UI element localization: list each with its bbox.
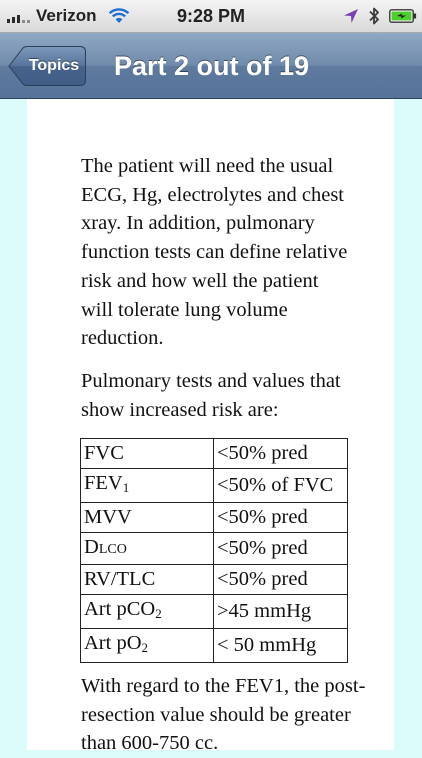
battery-charging-icon <box>389 9 417 23</box>
test-value-cell: <50% pred <box>214 533 348 565</box>
test-value-cell: <50% pred <box>214 503 348 533</box>
status-bar <box>0 0 422 33</box>
page-title: Part 2 out of 19 <box>114 51 310 81</box>
test-name-cell: Art $pO_2$ <box>81 629 214 663</box>
test-value-cell: <50% of FVC <box>214 469 348 503</box>
test-value-cell: <50% pred <box>214 439 348 469</box>
test-name-cell: MVV <box>81 503 214 533</box>
table-row <box>81 439 348 469</box>
table-row <box>81 469 348 503</box>
location-icon <box>343 8 359 24</box>
risk-intro-paragraph: Pulmonary tests and values that show increased risk are: <box>81 370 341 421</box>
topics-back-button[interactable] <box>8 46 86 86</box>
carrier-name: Verizon <box>36 6 97 25</box>
navigation-bar <box>0 33 422 99</box>
test-name-cell: FVC <box>81 439 214 469</box>
test-name-cell: DLCO <box>81 533 214 565</box>
table-row <box>81 565 348 595</box>
test-name-cell: RV/TLC <box>81 565 214 595</box>
fev1-paragraph: With regard to the FEV1, the post-resection value should be greater than 600-750 cc. <box>81 675 366 755</box>
test-value-cell: >45 mmHg <box>214 595 348 629</box>
table-row <box>81 533 348 565</box>
test-name-cell: Art pCO$_2$ <box>81 595 214 629</box>
bluetooth-icon <box>367 6 381 26</box>
test-value-cell: < 50 mmHg <box>214 629 348 663</box>
test-value-cell: <50% pred <box>214 565 348 595</box>
table-row <box>81 503 348 533</box>
back-button-label: Topics <box>28 57 80 74</box>
table-row <box>81 595 348 629</box>
pulmonary-risk-table <box>80 438 348 663</box>
table-row <box>81 629 348 663</box>
status-time: 9:28 PM <box>176 6 246 26</box>
test-name-cell: $FEV_1$ <box>81 469 214 503</box>
intro-paragraph: The patient will need the usual ECG, Hg, electrolytes and chest xray. In addition, pulmonary function tests can define relative risk and how well the patient will tolerate lung volume reduction. <box>81 155 348 350</box>
